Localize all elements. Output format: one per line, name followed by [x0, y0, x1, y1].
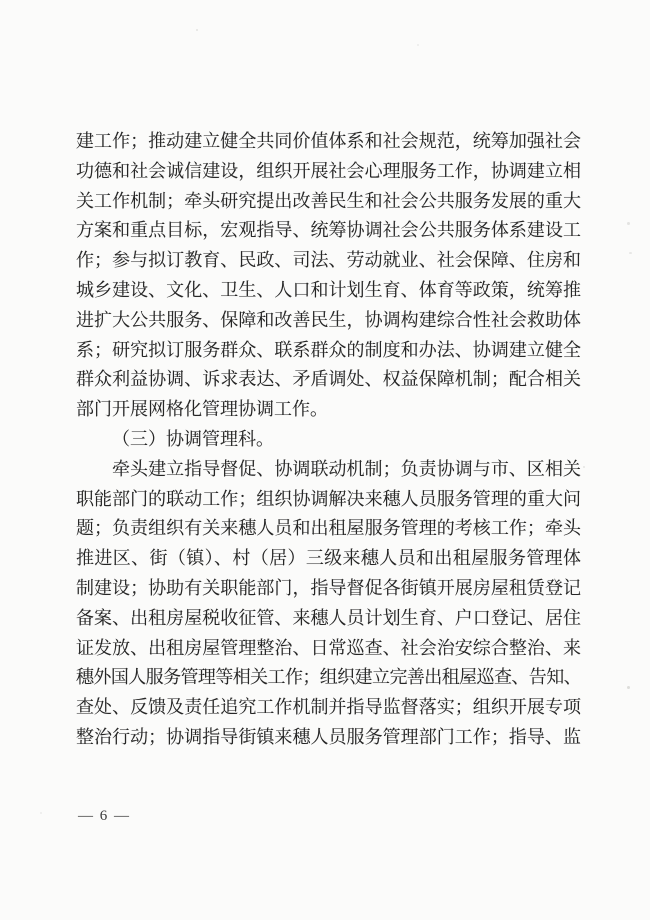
text-line: 功德和社会诚信建设，组织开展社会心理服务工作，协调建立相 [76, 160, 581, 181]
scan-noise-speck [196, 29, 198, 31]
scan-noise-speck [629, 252, 632, 254]
scan-noise-speck [40, 812, 42, 814]
text-line: 备案、出租房屋税收征管、来穗人员计划生育、户口登记、居住 [76, 607, 581, 628]
scan-noise-speck [627, 686, 630, 689]
text-line: （三）协调管理科。 [112, 428, 274, 449]
scan-noise-speck [583, 466, 585, 468]
document-body [76, 127, 581, 753]
text-line: 关工作机制；牵头研究提出改善民生和社会公共服务发展的重大 [76, 190, 581, 211]
text-line: 城乡建设、文化、卫生、人口和计划生育、体育等政策，统筹推 [76, 279, 581, 300]
text-line: 题；负责组织有关来穗人员和出租屋服务管理的考核工作；牵头 [76, 518, 581, 539]
text-line: 建工作；推动建立健全共同价值体系和社会规范，统筹加强社会 [76, 131, 581, 151]
text-line: 牵头建立指导督促、协调联动机制；负责协调与市、区相关 [112, 458, 581, 479]
scan-noise-speck [627, 222, 630, 225]
text-line: 整治行动；协调指导街镇来穗人员服务管理部门工作；指导、监 [76, 726, 581, 747]
scan-noise-speck [417, 44, 419, 46]
text-line: 群众利益协调、诉求表达、矛盾调处、权益保障机制；配合相关 [76, 369, 581, 390]
text-line: 查处、反馈及责任追究工作机制并指导监督落实；组织开展专项 [76, 697, 581, 718]
text-line: 证发放、出租房屋管理整治、日常巡查、社会治安综合整治、来 [76, 637, 581, 658]
text-line: 制建设；协助有关职能部门，指导督促各街镇开展房屋租赁登记 [76, 577, 581, 598]
text-line: 部门开展网格化管理协调工作。 [76, 399, 328, 420]
text-line: 进扩大公共服务、保障和改善民生，协调构建综合性社会救助体 [76, 309, 581, 330]
text-line: 方案和重点目标，宏观指导、统筹协调社会公共服务体系建设工 [76, 220, 581, 241]
text-line: 系；研究拟订服务群众、联系群众的制度和办法、协调建立健全 [76, 339, 581, 360]
text-line: 职能部门的联动工作；组织协调解决来穗人员服务管理的重大问 [76, 488, 581, 509]
page-number: — 6 — [78, 808, 131, 824]
text-line: 穗外国人服务管理等相关工作；组织建立完善出租屋巡查、告知、 [76, 667, 581, 688]
text-line: 作；参与拟订教育、民政、司法、劳动就业、社会保障、住房和 [76, 250, 581, 271]
text-line: 推进区、街（镇）、村（居）三级来穗人员和出租屋服务管理体 [76, 548, 581, 569]
